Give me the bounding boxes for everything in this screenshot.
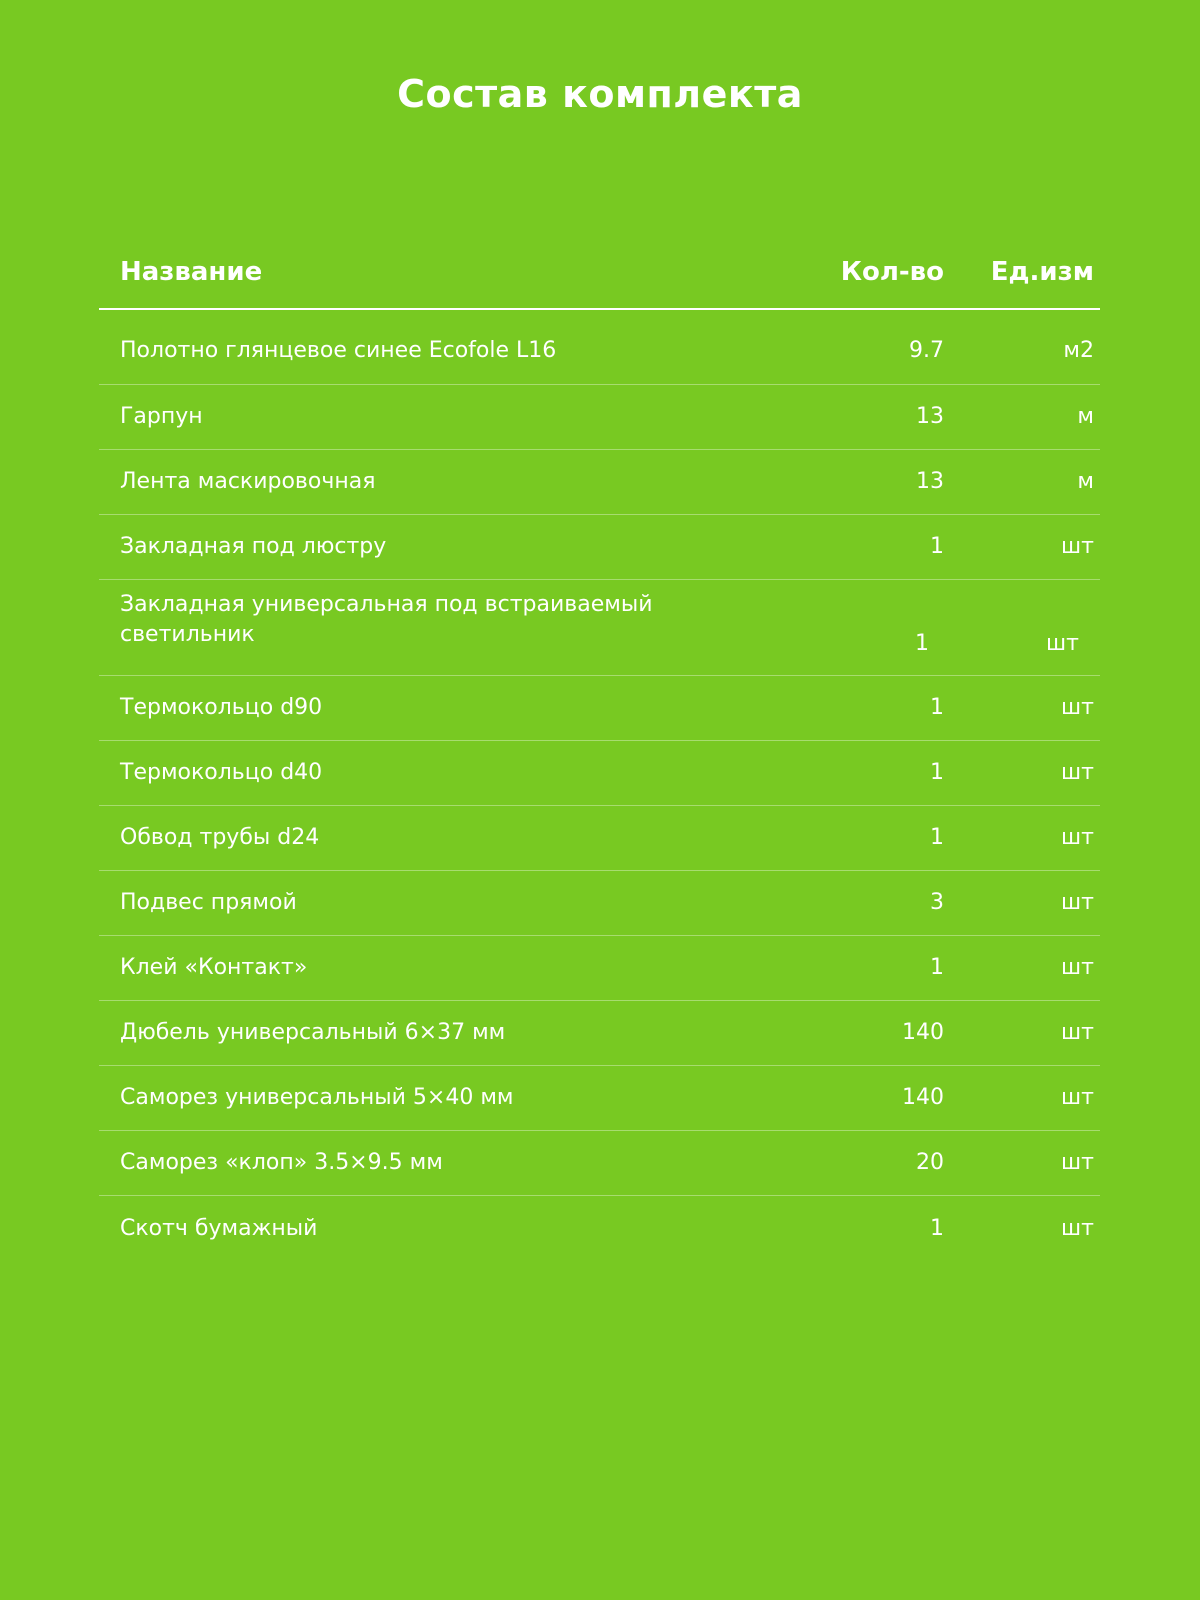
table-row — [99, 676, 1100, 741]
item-name: Термокольцо d90 — [120, 695, 323, 720]
table-row — [99, 1196, 1100, 1261]
item-unit: шт — [1061, 1215, 1094, 1241]
header-name: Название — [120, 257, 263, 287]
table-row — [99, 1001, 1100, 1066]
item-unit: шт — [1061, 534, 1094, 559]
table-row — [99, 806, 1100, 871]
table-row — [99, 385, 1100, 450]
kit-composition-table — [99, 236, 1100, 1261]
item-name: Термокольцо d40 — [120, 760, 323, 785]
item-quantity: 1 — [930, 1215, 944, 1241]
item-unit: шт — [1061, 1150, 1094, 1175]
table-row — [99, 515, 1100, 580]
item-quantity: 1 — [930, 955, 944, 980]
table-row — [99, 936, 1100, 1001]
item-name: Гарпун — [120, 404, 203, 429]
item-quantity: 20 — [916, 1150, 944, 1175]
item-quantity: 13 — [916, 469, 944, 494]
item-name: Дюбель универсальный 6×37 мм — [120, 1020, 506, 1045]
table-row — [99, 580, 1100, 676]
item-name: Скотч бумажный — [120, 1215, 318, 1241]
table-row — [99, 310, 1100, 385]
table-row — [99, 450, 1100, 515]
item-unit: м — [1077, 404, 1094, 429]
header-quantity: Кол-во — [840, 257, 944, 287]
item-quantity: 140 — [902, 1085, 944, 1110]
item-name: Подвес прямой — [120, 890, 297, 915]
item-name: Клей «Контакт» — [120, 955, 308, 980]
item-name: Саморез «клоп» 3.5×9.5 мм — [120, 1150, 443, 1175]
item-quantity: 1 — [930, 760, 944, 785]
item-unit: м — [1077, 469, 1094, 494]
item-name: Обвод трубы d24 — [120, 825, 320, 850]
item-unit: шт — [1061, 955, 1094, 980]
item-name: Лента маскировочная — [120, 469, 376, 494]
header-unit: Ед.изм — [990, 257, 1094, 287]
item-quantity: 1 — [930, 534, 944, 559]
item-quantity: 3 — [930, 890, 944, 915]
item-quantity: 1 — [930, 695, 944, 720]
item-unit: м2 — [1063, 338, 1094, 363]
item-unit: шт — [1061, 695, 1094, 720]
table-row — [99, 741, 1100, 806]
item-quantity: 9.7 — [909, 338, 944, 363]
item-unit: шт — [1061, 760, 1094, 785]
item-unit: шт — [1061, 890, 1094, 915]
item-unit: шт — [1061, 1085, 1094, 1110]
item-quantity: 13 — [916, 404, 944, 429]
page-title: Состав комплекта — [397, 72, 803, 116]
table-row — [99, 1066, 1100, 1131]
table-row — [99, 871, 1100, 936]
item-unit: шт — [1061, 825, 1094, 850]
item-quantity: 1 — [930, 825, 944, 850]
item-name: Полотно глянцевое синее Ecofole L16 — [120, 338, 557, 363]
item-unit: шт — [1046, 631, 1079, 656]
item-name: Закладная под люстру — [120, 534, 387, 559]
table-row — [99, 1131, 1100, 1196]
table-header — [99, 236, 1100, 310]
item-quantity: 140 — [902, 1020, 944, 1045]
item-unit: шт — [1061, 1020, 1094, 1045]
item-name: Закладная универсальная под встраиваемый светильник — [120, 591, 653, 647]
item-quantity: 1 — [915, 631, 929, 656]
item-name: Саморез универсальный 5×40 мм — [120, 1085, 514, 1110]
